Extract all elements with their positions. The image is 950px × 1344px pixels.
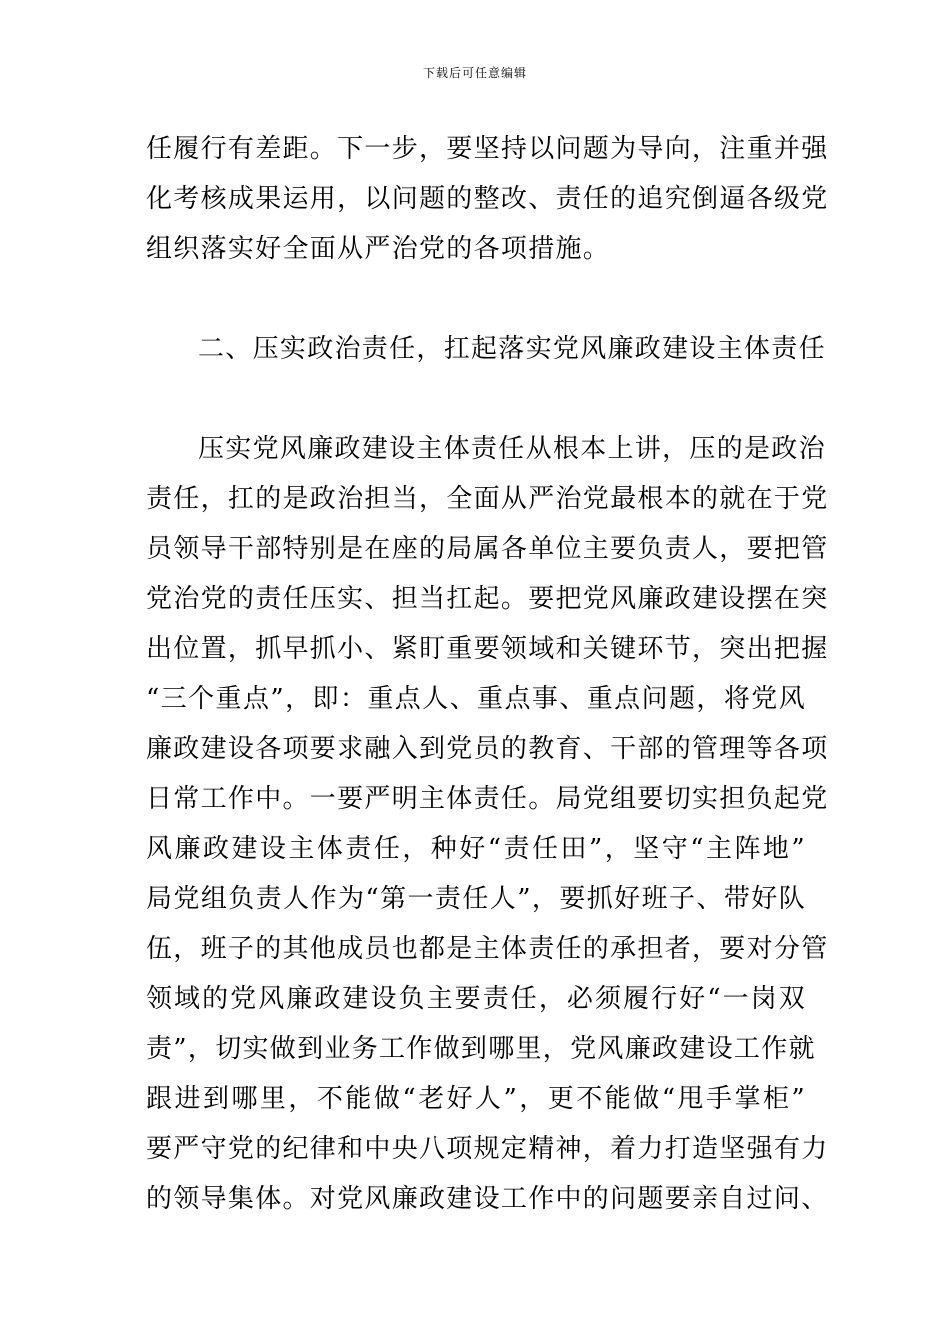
text-line: 任履行有差距。下一步，要坚持以问题为导向，注重并强 <box>146 134 829 164</box>
text-line: 伍，班子的其他成员也都是主体责任的承担者，要对分管 <box>146 934 829 964</box>
blank-line <box>146 274 806 324</box>
blank-line <box>146 374 806 424</box>
text-line: 组织落实好全面从严治党的各项措施。 <box>146 234 611 264</box>
text-line: 局党组负责人作为“第一责任人”，要抓好班子、带好队 <box>146 884 806 914</box>
paragraph-continuation <box>146 124 829 274</box>
section-heading: 二、压实政治责任，扛起落实党风廉政建设主体责任 <box>198 334 826 364</box>
text-line: 责任，扛的是政治担当，全面从严治党最根本的就在于党 <box>146 484 829 514</box>
text-line: 出位置，抓早抓小、紧盯重要领域和关键环节，突出把握 <box>146 634 829 664</box>
page-header-note: 下载后可任意编辑 <box>422 66 527 80</box>
text-line: 责”，切实做到业务工作做到哪里，党风廉政建设工作就 <box>146 1034 816 1064</box>
document-body <box>146 124 829 1224</box>
text-line: 压实党风廉政建设主体责任从根本上讲，压的是政治 <box>198 434 826 464</box>
text-line: 日常工作中。一要严明主体责任。局党组要切实担负起党 <box>146 784 829 814</box>
text-line: “三个重点”，即：重点人、重点事、重点问题，将党风 <box>146 684 806 714</box>
text-line: 要严守党的纪律和中央八项规定精神，着力打造坚强有力 <box>146 1134 829 1164</box>
text-line: 廉政建设各项要求融入到党员的教育、干部的管理等各项 <box>146 734 829 764</box>
text-line: 的领导集体。对党风廉政建设工作中的问题要亲自过问、 <box>146 1184 829 1214</box>
paragraph-body <box>146 424 829 1224</box>
text-line: 员领导干部特别是在座的局属各单位主要负责人，要把管 <box>146 534 829 564</box>
text-line: 跟进到哪里，不能做“老好人”，更不能做“甩手掌柜” <box>146 1084 806 1114</box>
text-line: 风廉政建设主体责任，种好“责任田”，坚守“主阵地” <box>146 834 806 864</box>
text-line: 化考核成果运用，以问题的整改、责任的追究倒逼各级党 <box>146 184 829 214</box>
text-line: 领域的党风廉政建设负主要责任，必须履行好“一岗双 <box>146 984 806 1014</box>
text-line: 党治党的责任压实、担当扛起。要把党风廉政建设摆在突 <box>146 584 829 614</box>
